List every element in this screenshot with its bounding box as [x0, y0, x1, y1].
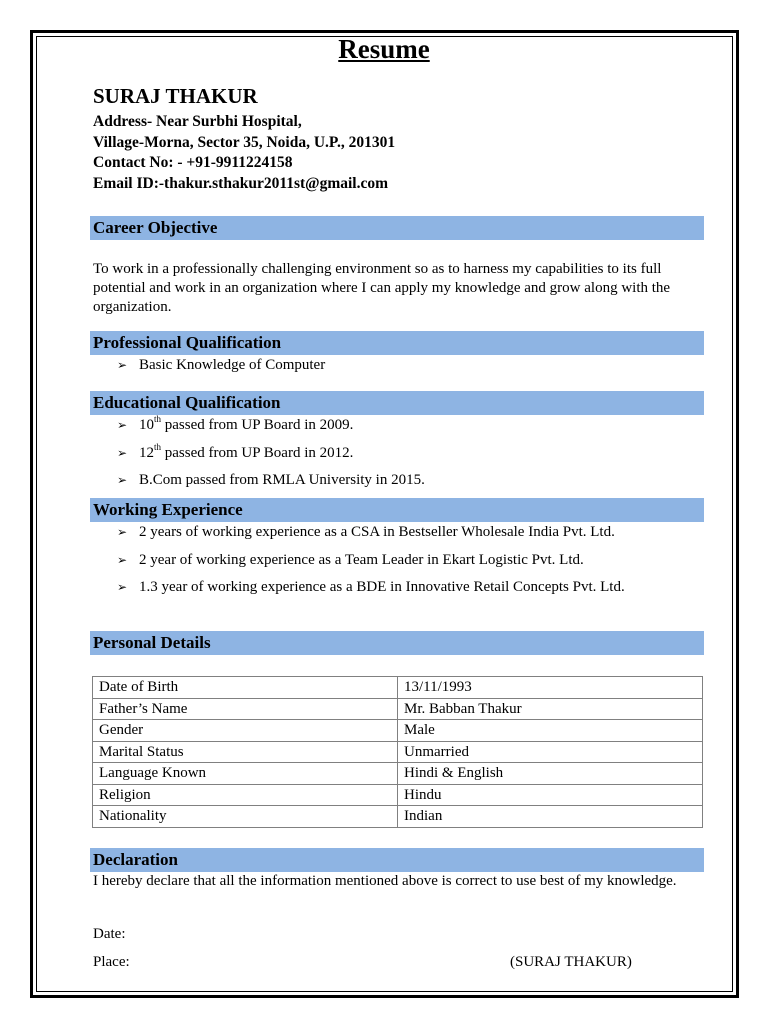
- table-row: Father’s Name Mr. Babban Thakur: [93, 698, 703, 720]
- resume-title: Resume: [338, 34, 430, 64]
- table-row: Religion Hindu: [93, 784, 703, 806]
- contact-number: Contact No: - +91-9911224158: [93, 154, 293, 172]
- personal-details-heading: Personal Details: [90, 631, 704, 655]
- email-address: Email ID:-thakur.sthakur2011st@gmail.com: [93, 175, 389, 193]
- list-item: ➢ 10th passed from UP Board in 2009.: [117, 414, 354, 433]
- arrow-bullet-icon: ➢: [117, 473, 128, 487]
- table-row: Nationality Indian: [93, 806, 703, 828]
- arrow-bullet-icon: ➢: [117, 358, 128, 372]
- list-item: ➢ 1.3 year of working experience as a BDE in Innovative Retail Concepts Pvt. Ltd.: [117, 579, 625, 595]
- list-item: ➢ 2 years of working experience as a CSA in Bestseller Wholesale India Pvt. Ltd.: [117, 524, 615, 540]
- date-label: Date:: [93, 926, 126, 942]
- arrow-bullet-icon: ➢: [117, 580, 128, 594]
- contact-block: [93, 112, 395, 195]
- signature-name: (SURAJ THAKUR): [510, 954, 632, 970]
- list-item: ➢ 12th passed from UP Board in 2012.: [117, 441, 354, 461]
- declaration-text: I hereby declare that all the information mentioned above is correct to use best of my knowledge.: [93, 873, 677, 889]
- candidate-name: SURAJ THAKUR: [93, 84, 258, 108]
- list-item: ➢ B.Com passed from RMLA University in 2015.: [117, 472, 425, 488]
- working-experience-list: [117, 522, 625, 605]
- arrow-bullet-icon: ➢: [117, 418, 128, 432]
- personal-details-table: [92, 676, 703, 828]
- declaration-heading: Declaration: [90, 848, 704, 872]
- arrow-bullet-icon: ➢: [117, 552, 128, 567]
- place-label: Place:: [93, 954, 130, 970]
- list-item: ➢ Basic Knowledge of Computer: [117, 357, 326, 373]
- list-item: ➢ 2 year of working experience as a Team Leader in Ekart Logistic Pvt. Ltd.: [117, 551, 584, 568]
- professional-qualification-heading: Professional Qualification: [90, 331, 704, 355]
- table-row: Language Known Hindi & English: [93, 763, 703, 785]
- table-row: Date of Birth 13/11/1993: [93, 677, 703, 699]
- working-experience-heading: Working Experience: [90, 498, 704, 522]
- table-row: Gender Male: [93, 720, 703, 742]
- address-line-2: Village-Morna, Sector 35, Noida, U.P., 201301: [93, 133, 396, 151]
- career-objective-heading: Career Objective: [90, 216, 704, 240]
- professional-qualification-list: [117, 355, 325, 383]
- arrow-bullet-icon: ➢: [117, 525, 128, 539]
- career-objective-text: To work in a professionally challenging environment so as to harness my capabilities to its full potential and work in an organization where I can apply my knowledge and grow along with the organization.: [93, 261, 671, 315]
- table-row: Marital Status Unmarried: [93, 741, 703, 763]
- educational-qualification-list: [117, 415, 425, 498]
- educational-qualification-heading: Educational Qualification: [90, 391, 704, 415]
- address-line-1: Address- Near Surbhi Hospital,: [93, 113, 302, 130]
- arrow-bullet-icon: ➢: [117, 445, 128, 460]
